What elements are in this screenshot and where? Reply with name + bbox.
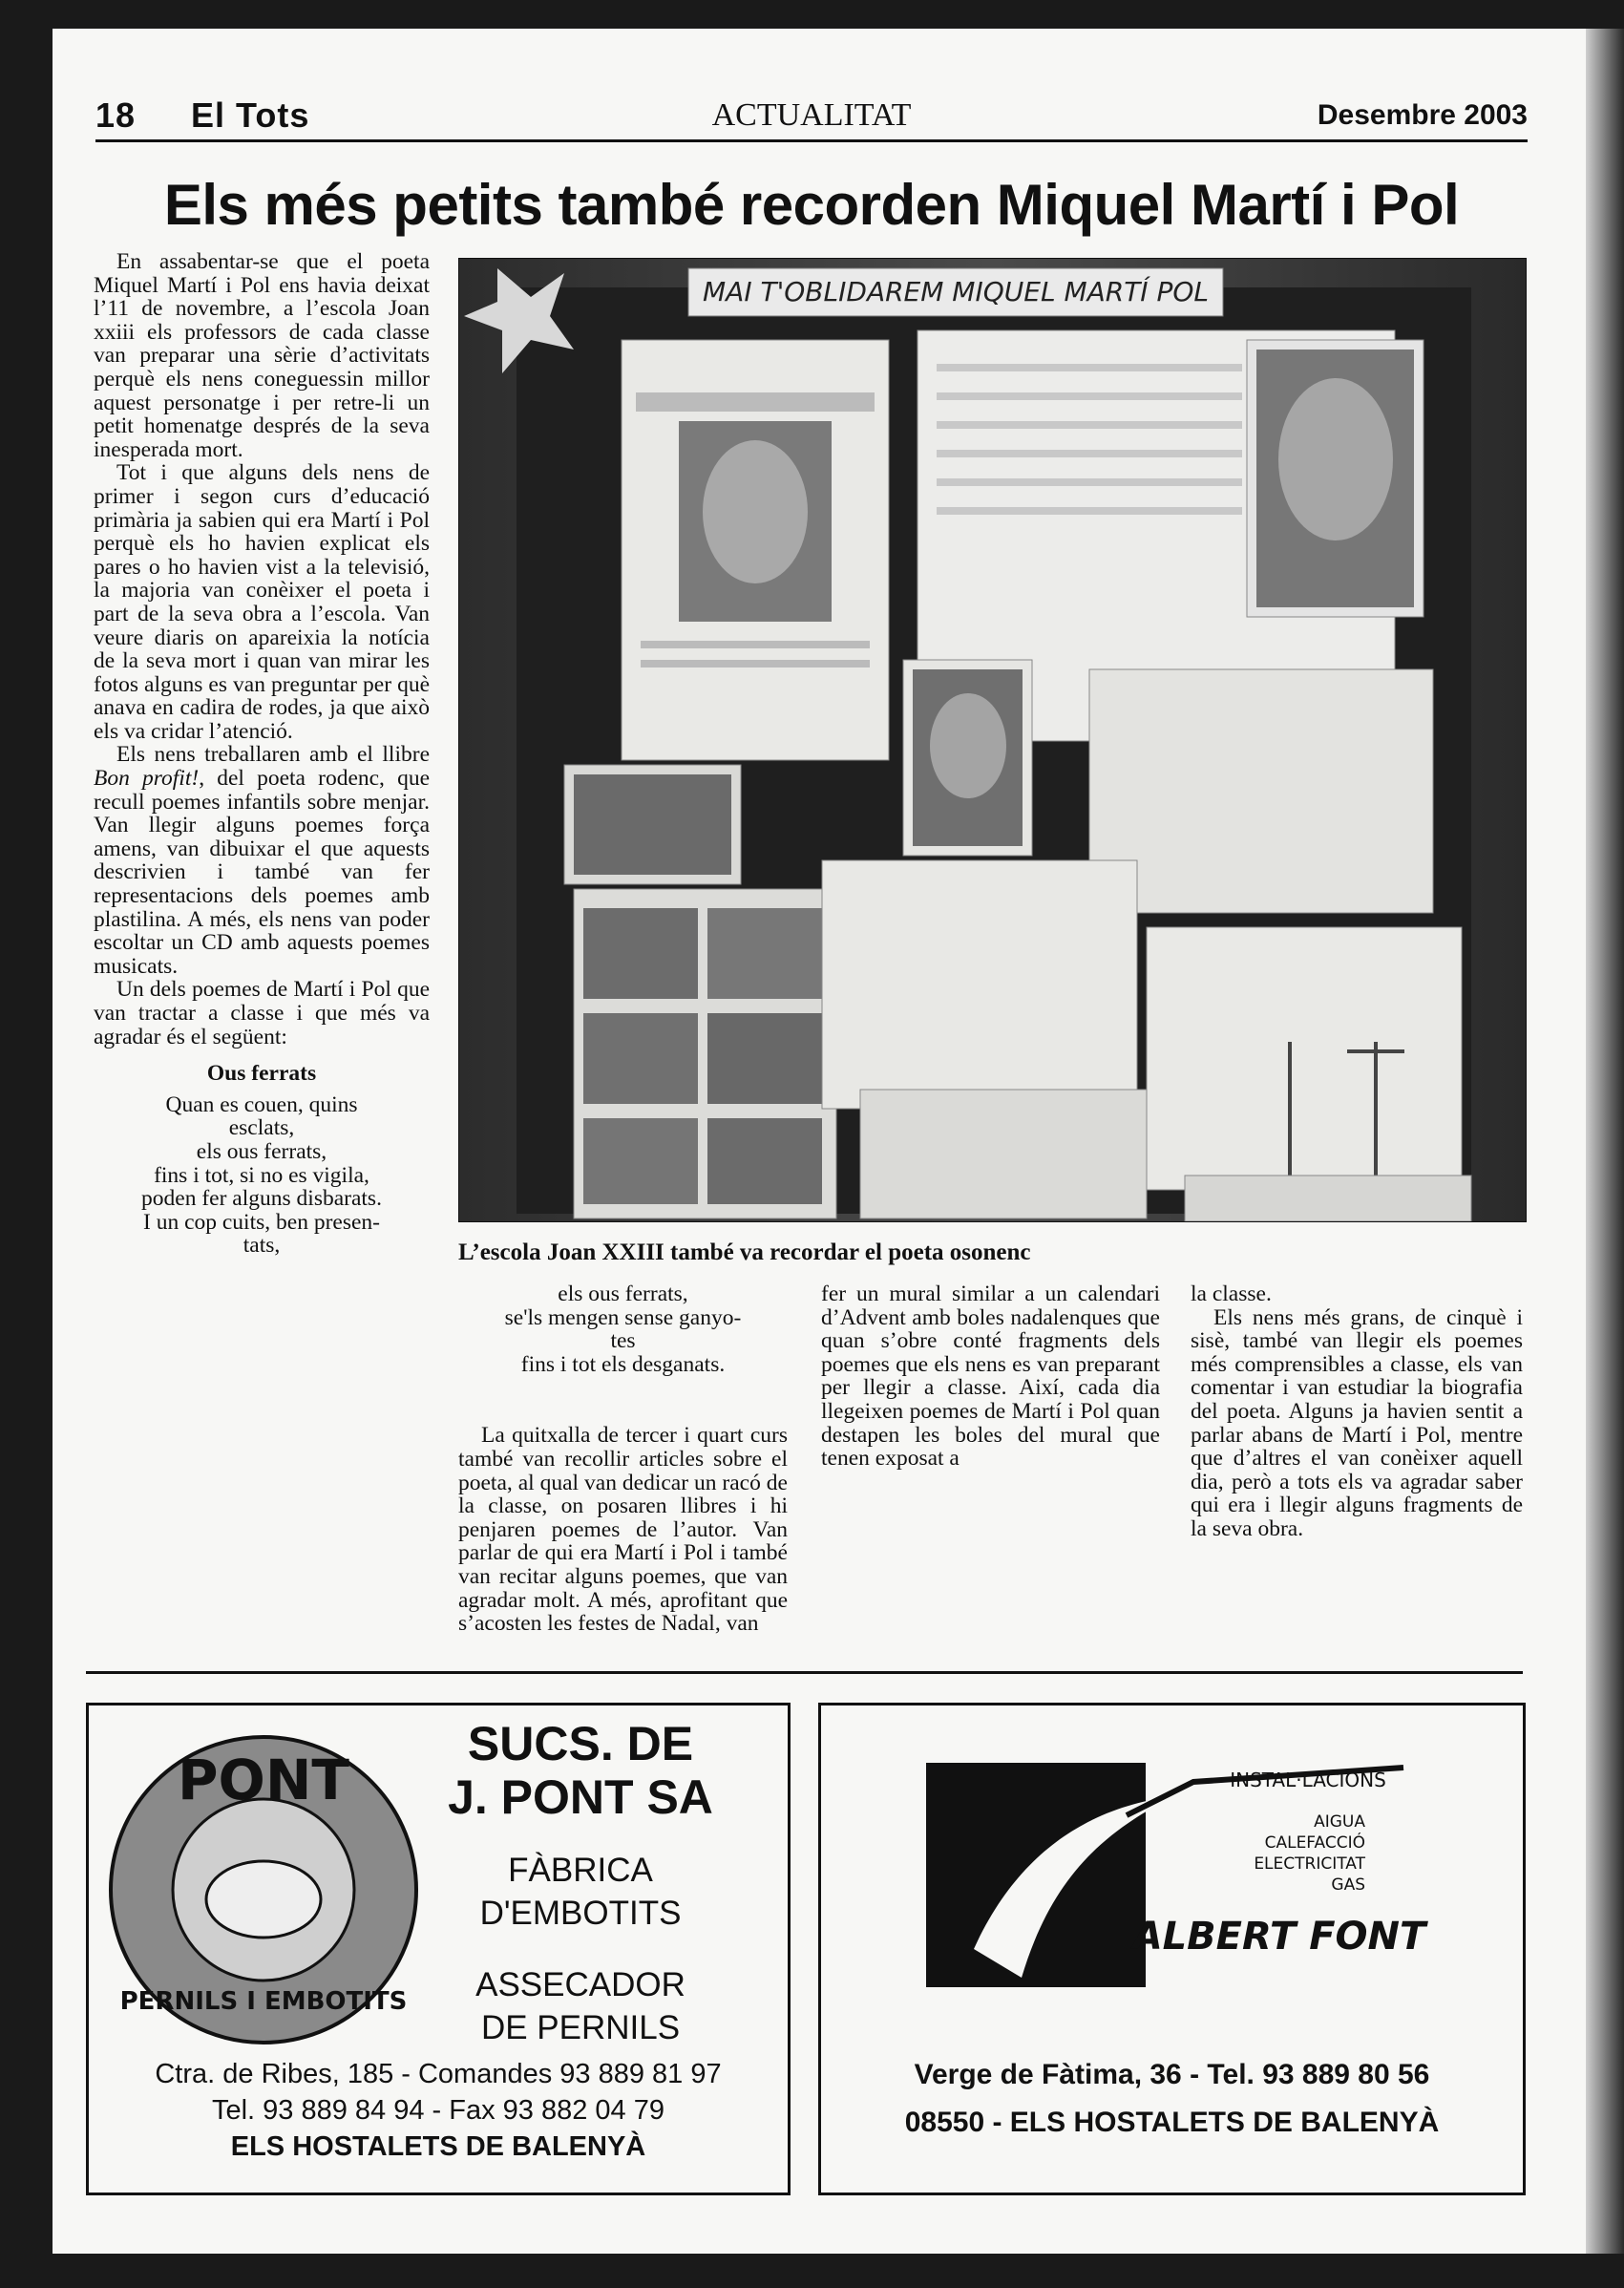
pont-name-line: SUCS. DE [467, 1717, 694, 1770]
paragraph-3 [94, 743, 430, 978]
pont-logo-subtext: PERNILS I EMBOTITS [119, 1987, 408, 2016]
poem-line: fins i tot els desganats. [520, 1351, 726, 1377]
poem-line: tes [610, 1328, 636, 1354]
section-name: ACTUALITAT [711, 97, 912, 133]
font-service: CALEFACCIÓ [1264, 1833, 1365, 1853]
font-brand: ALBERT FONT [1132, 1915, 1426, 1959]
pont-company-name [423, 1717, 738, 1824]
pont-logo [106, 1732, 421, 2047]
font-tag: INSTAL·LACIONS [1230, 1769, 1386, 1791]
paragraph-3-before: Els nens treballaren amb el llibre [116, 742, 430, 768]
poem-line: se'ls mengen sense ganyo- [504, 1304, 742, 1330]
pont-line: ASSECADOR [475, 1966, 685, 2003]
pont-line: D'EMBOTITS [479, 1895, 682, 1932]
albert-font-logo [907, 1758, 1442, 2016]
issue-date: Desembre 2003 [1317, 99, 1528, 131]
paragraph-5: La quitxalla de tercer i quart curs també van recollir articles sobre el poeta, al qual van dedicar un racó de la classe, on posaren llibres i hi penjaren poemes de l’autor. Van parlar de qui era Martí i Pol i també van recitar alguns poemes, que van agradar molt. A més, aprofitant que s’acosten les festes de Nadal, van [458, 1423, 788, 1637]
poem-line: els ous ferrats, [196, 1138, 327, 1164]
article-column-2 [458, 1282, 788, 1636]
poem-line: tats, [243, 1233, 281, 1259]
photo-caption: L’escola Joan XXIII també va recordar el poeta osonenc [458, 1239, 1031, 1265]
paragraph-5-continued: fer un mural similar a un calendari d’Advent amb boles nadalenques que quan s’obre conté fragments dels poemes que els nens es van preparant per llegir a classe. Així, cada dia llegeixen poemes de Martí i Pol quan destapen les boles del mural que tenen exposat a [821, 1282, 1160, 1472]
photo-banner-text: MAI T'OBLIDAREM MIQUEL MARTÍ POL [703, 276, 1209, 307]
poem-part-1 [94, 1093, 430, 1258]
pig-icon [206, 1861, 321, 1938]
article-headline: Els més petits també recorden Miquel Martí i Pol [163, 173, 1460, 237]
page-spine-shadow [1586, 29, 1624, 2254]
ad-albert-font [818, 1703, 1526, 2195]
pont-line-b [423, 1963, 738, 2049]
poem-line: fins i tot, si no es vigila, [154, 1162, 369, 1188]
page-number: 18 [95, 95, 137, 135]
poem-title: Ous ferrats [206, 1061, 317, 1087]
pont-phone: Tel. 93 889 84 94 - Fax 93 882 04 79 [211, 2095, 664, 2126]
poem-line: esclats, [228, 1115, 295, 1141]
paragraph-1: En assabentar-se que el poeta Miquel Martí i Pol ens havia deixat l’11 de novembre, a l’escola Joan xxiii els professors de cada classe van preparar una sèrie d’activitats perquè els nens coneguessin millor aquest personatge i per retre-li un petit homenatge després de la seva inesperada mort. [94, 249, 430, 462]
publication-name: El Tots [191, 95, 310, 135]
pont-town: ELS HOSTALETS DE BALENYÀ [230, 2131, 646, 2162]
article-column-4 [1191, 1282, 1523, 1541]
font-service: ELECTRICITAT [1254, 1854, 1365, 1874]
ads-separator [86, 1671, 1523, 1674]
paragraph-3-after: , del poeta rodenc, que recull poemes infantils sobre menjar. Van llegir alguns poemes força amens, van dibuixar el que aquests descrivien i també van fer representacions dels poemes amb plastilina. A més, els nens van poder escoltar un CD amb aquests poemes musicats. [94, 766, 431, 979]
poem-line: Quan es couen, quins [165, 1091, 358, 1117]
bulletin-board-photo [459, 259, 1526, 1221]
ad-pont [86, 1703, 791, 2195]
paragraph-4: Un dels poemes de Martí i Pol que van tractar a classe i que més va agradar és el següent: [94, 977, 430, 1049]
pont-line: DE PERNILS [480, 2009, 681, 2046]
poem-line: I un cop cuits, ben presen- [143, 1209, 380, 1235]
poem-line: poden fer alguns disbarats. [141, 1186, 382, 1212]
paragraph-6: Els nens més grans, de cinquè i sisè, també van llegir els poemes més comprensibles a classe, els van comentar i van estudiar la biografia del poeta. Alguns ja havien sentit a parlar abans de Martí i Pol, mentre que d’altres el van conèixer aquell dia, però a tots els va agradar saber qui era i llegir alguns fragments de la seva obra. [1191, 1304, 1523, 1541]
paragraph-5-end: la classe. [1191, 1282, 1272, 1306]
font-town: 08550 - ELS HOSTALETS DE BALENYÀ [904, 2107, 1440, 2138]
article-photo [458, 258, 1527, 1222]
book-title: Bon profit! [94, 766, 200, 792]
font-address: Verge de Fàtima, 36 - Tel. 93 889 80 56 [914, 2059, 1430, 2090]
paragraph-2: Tot i que alguns dels nens de primer i segon curs d’educació primària ja sabien qui era Martí i Pol perquè els ho havien explicat els pares o ho havien vist a la televisió, la majoria van conèixer el poeta i part de la seva obra a l’escola. Van veure diaris on apareixia la notícia de la seva mort i quan van mirar les fotos alguns es van preguntar per què anava en cadira de rodes, ja que això els va cridar l’atenció. [94, 460, 430, 744]
article-column-1 [94, 250, 430, 1258]
pont-logo-text: PONT [178, 1748, 349, 1812]
font-service: GAS [1331, 1875, 1365, 1895]
pont-line: FÀBRICA [508, 1852, 653, 1889]
page-header [95, 94, 1528, 142]
pont-line-a [423, 1849, 738, 1935]
font-service: AIGUA [1314, 1812, 1365, 1832]
pont-address: Ctra. de Ribes, 185 - Comandes 93 889 81 97 [155, 2059, 722, 2089]
poem-line: els ous ferrats, [558, 1282, 688, 1306]
article-column-3 [821, 1282, 1160, 1471]
pont-name-line: J. PONT SA [448, 1770, 713, 1824]
